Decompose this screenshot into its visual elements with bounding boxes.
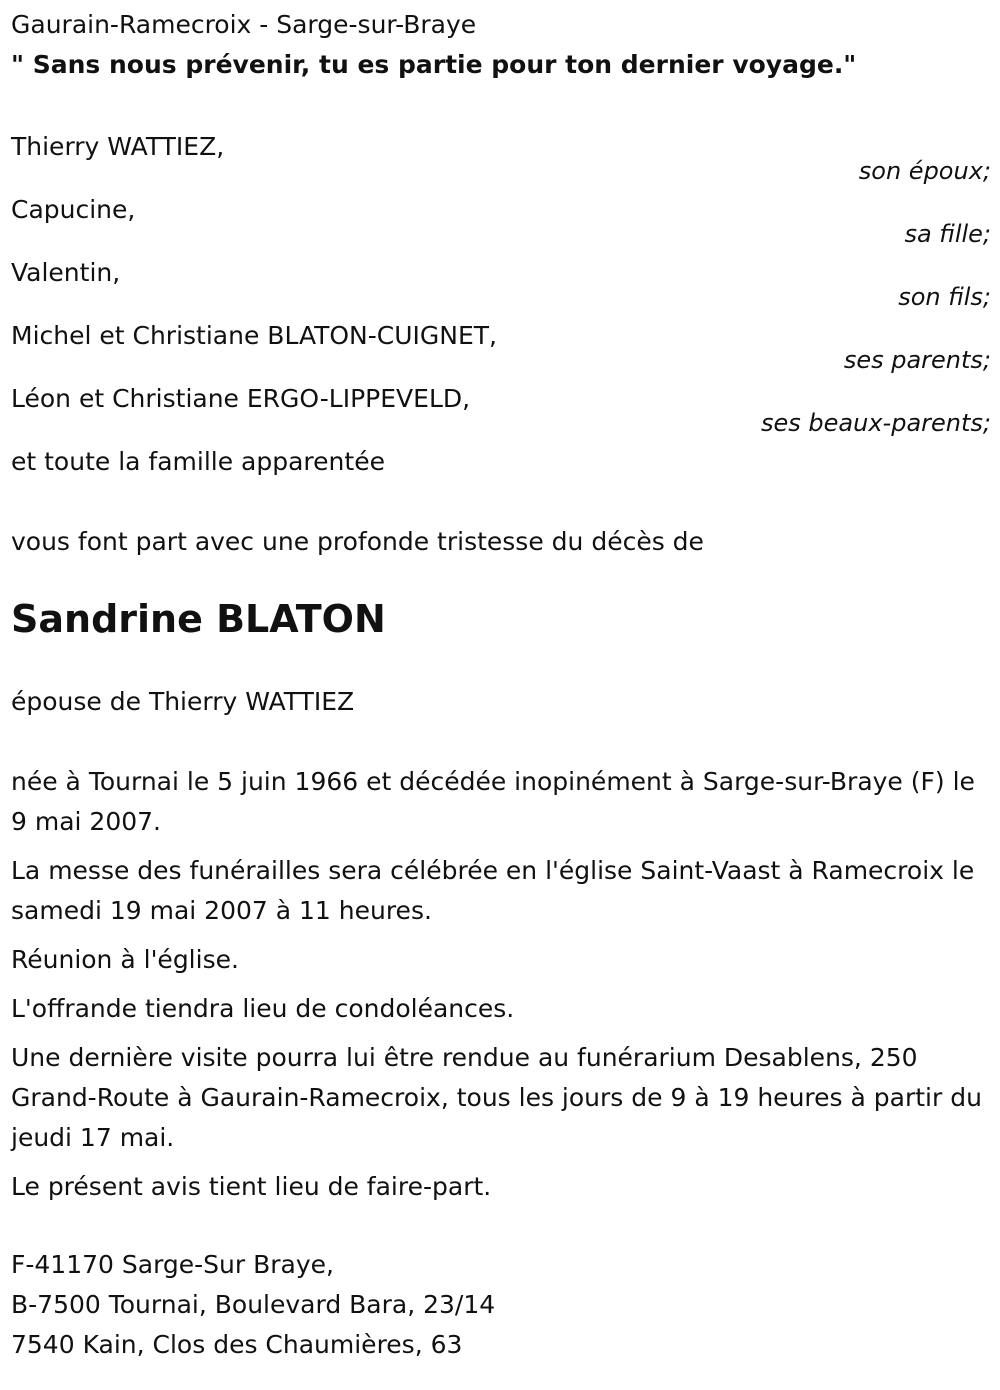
address-line: 7540 Kain, Clos des Chaumières, 63 bbox=[11, 1330, 463, 1359]
family-member bbox=[11, 253, 991, 316]
family-member-name: Valentin, bbox=[11, 258, 121, 287]
family-member-relation: sa fille; bbox=[904, 220, 991, 248]
family-member-relation: son époux; bbox=[858, 157, 991, 185]
opening-quote: " Sans nous prévenir, tu es partie pour ton dernier voyage." bbox=[11, 50, 857, 79]
deceased-name: Sandrine BLATON bbox=[11, 597, 386, 641]
death-notice bbox=[11, 0, 991, 1365]
birth-death-paragraph: née à Tournai le 5 juin 1966 et décédée inopinément à Sarge-sur-Braye (F) le 9 mai 2007. bbox=[11, 767, 975, 836]
family-member-name: Thierry WATTIEZ, bbox=[11, 132, 225, 161]
notice-paragraph: Le présent avis tient lieu de faire-part. bbox=[11, 1172, 492, 1201]
meeting-paragraph: Réunion à l'église. bbox=[11, 945, 239, 974]
offering-paragraph: L'offrande tiendra lieu de condoléances. bbox=[11, 994, 515, 1023]
family-member bbox=[11, 190, 991, 253]
family-member-name: Léon et Christiane ERGO-LIPPEVELD, bbox=[11, 384, 471, 413]
family-member-relation: ses parents; bbox=[843, 346, 991, 374]
address-line: B-7500 Tournai, Boulevard Bara, 23/14 bbox=[11, 1290, 496, 1319]
family-list bbox=[11, 127, 991, 442]
family-member bbox=[11, 379, 991, 442]
family-member bbox=[11, 127, 991, 190]
address-line: F-41170 Sarge-Sur Braye, bbox=[11, 1250, 334, 1279]
family-member-relation: son fils; bbox=[898, 283, 991, 311]
family-member-name: Capucine, bbox=[11, 195, 136, 224]
spouse-line: épouse de Thierry WATTIEZ bbox=[11, 687, 355, 716]
visit-paragraph: Une dernière visite pourra lui être rendue au funérarium Desablens, 250 Grand-Route à Gaurain-Ramecroix, tous les jours de 9 à 19 heures à partir du jeudi 17 mai. bbox=[11, 1043, 982, 1152]
funeral-mass-paragraph: La messe des funérailles sera célébrée en l'église Saint-Vaast à Ramecroix le samedi 19 mai 2007 à 11 heures. bbox=[11, 856, 975, 925]
address-block bbox=[11, 1245, 991, 1365]
family-member-relation: ses beaux-parents; bbox=[761, 409, 991, 437]
family-member-name: Michel et Christiane BLATON-CUIGNET, bbox=[11, 321, 497, 350]
location-line: Gaurain-Ramecroix - Sarge-sur-Braye bbox=[11, 10, 477, 39]
announcement-line: vous font part avec une profonde tristesse du décès de bbox=[11, 527, 704, 556]
family-closing: et toute la famille apparentée bbox=[11, 447, 385, 476]
family-member bbox=[11, 316, 991, 379]
